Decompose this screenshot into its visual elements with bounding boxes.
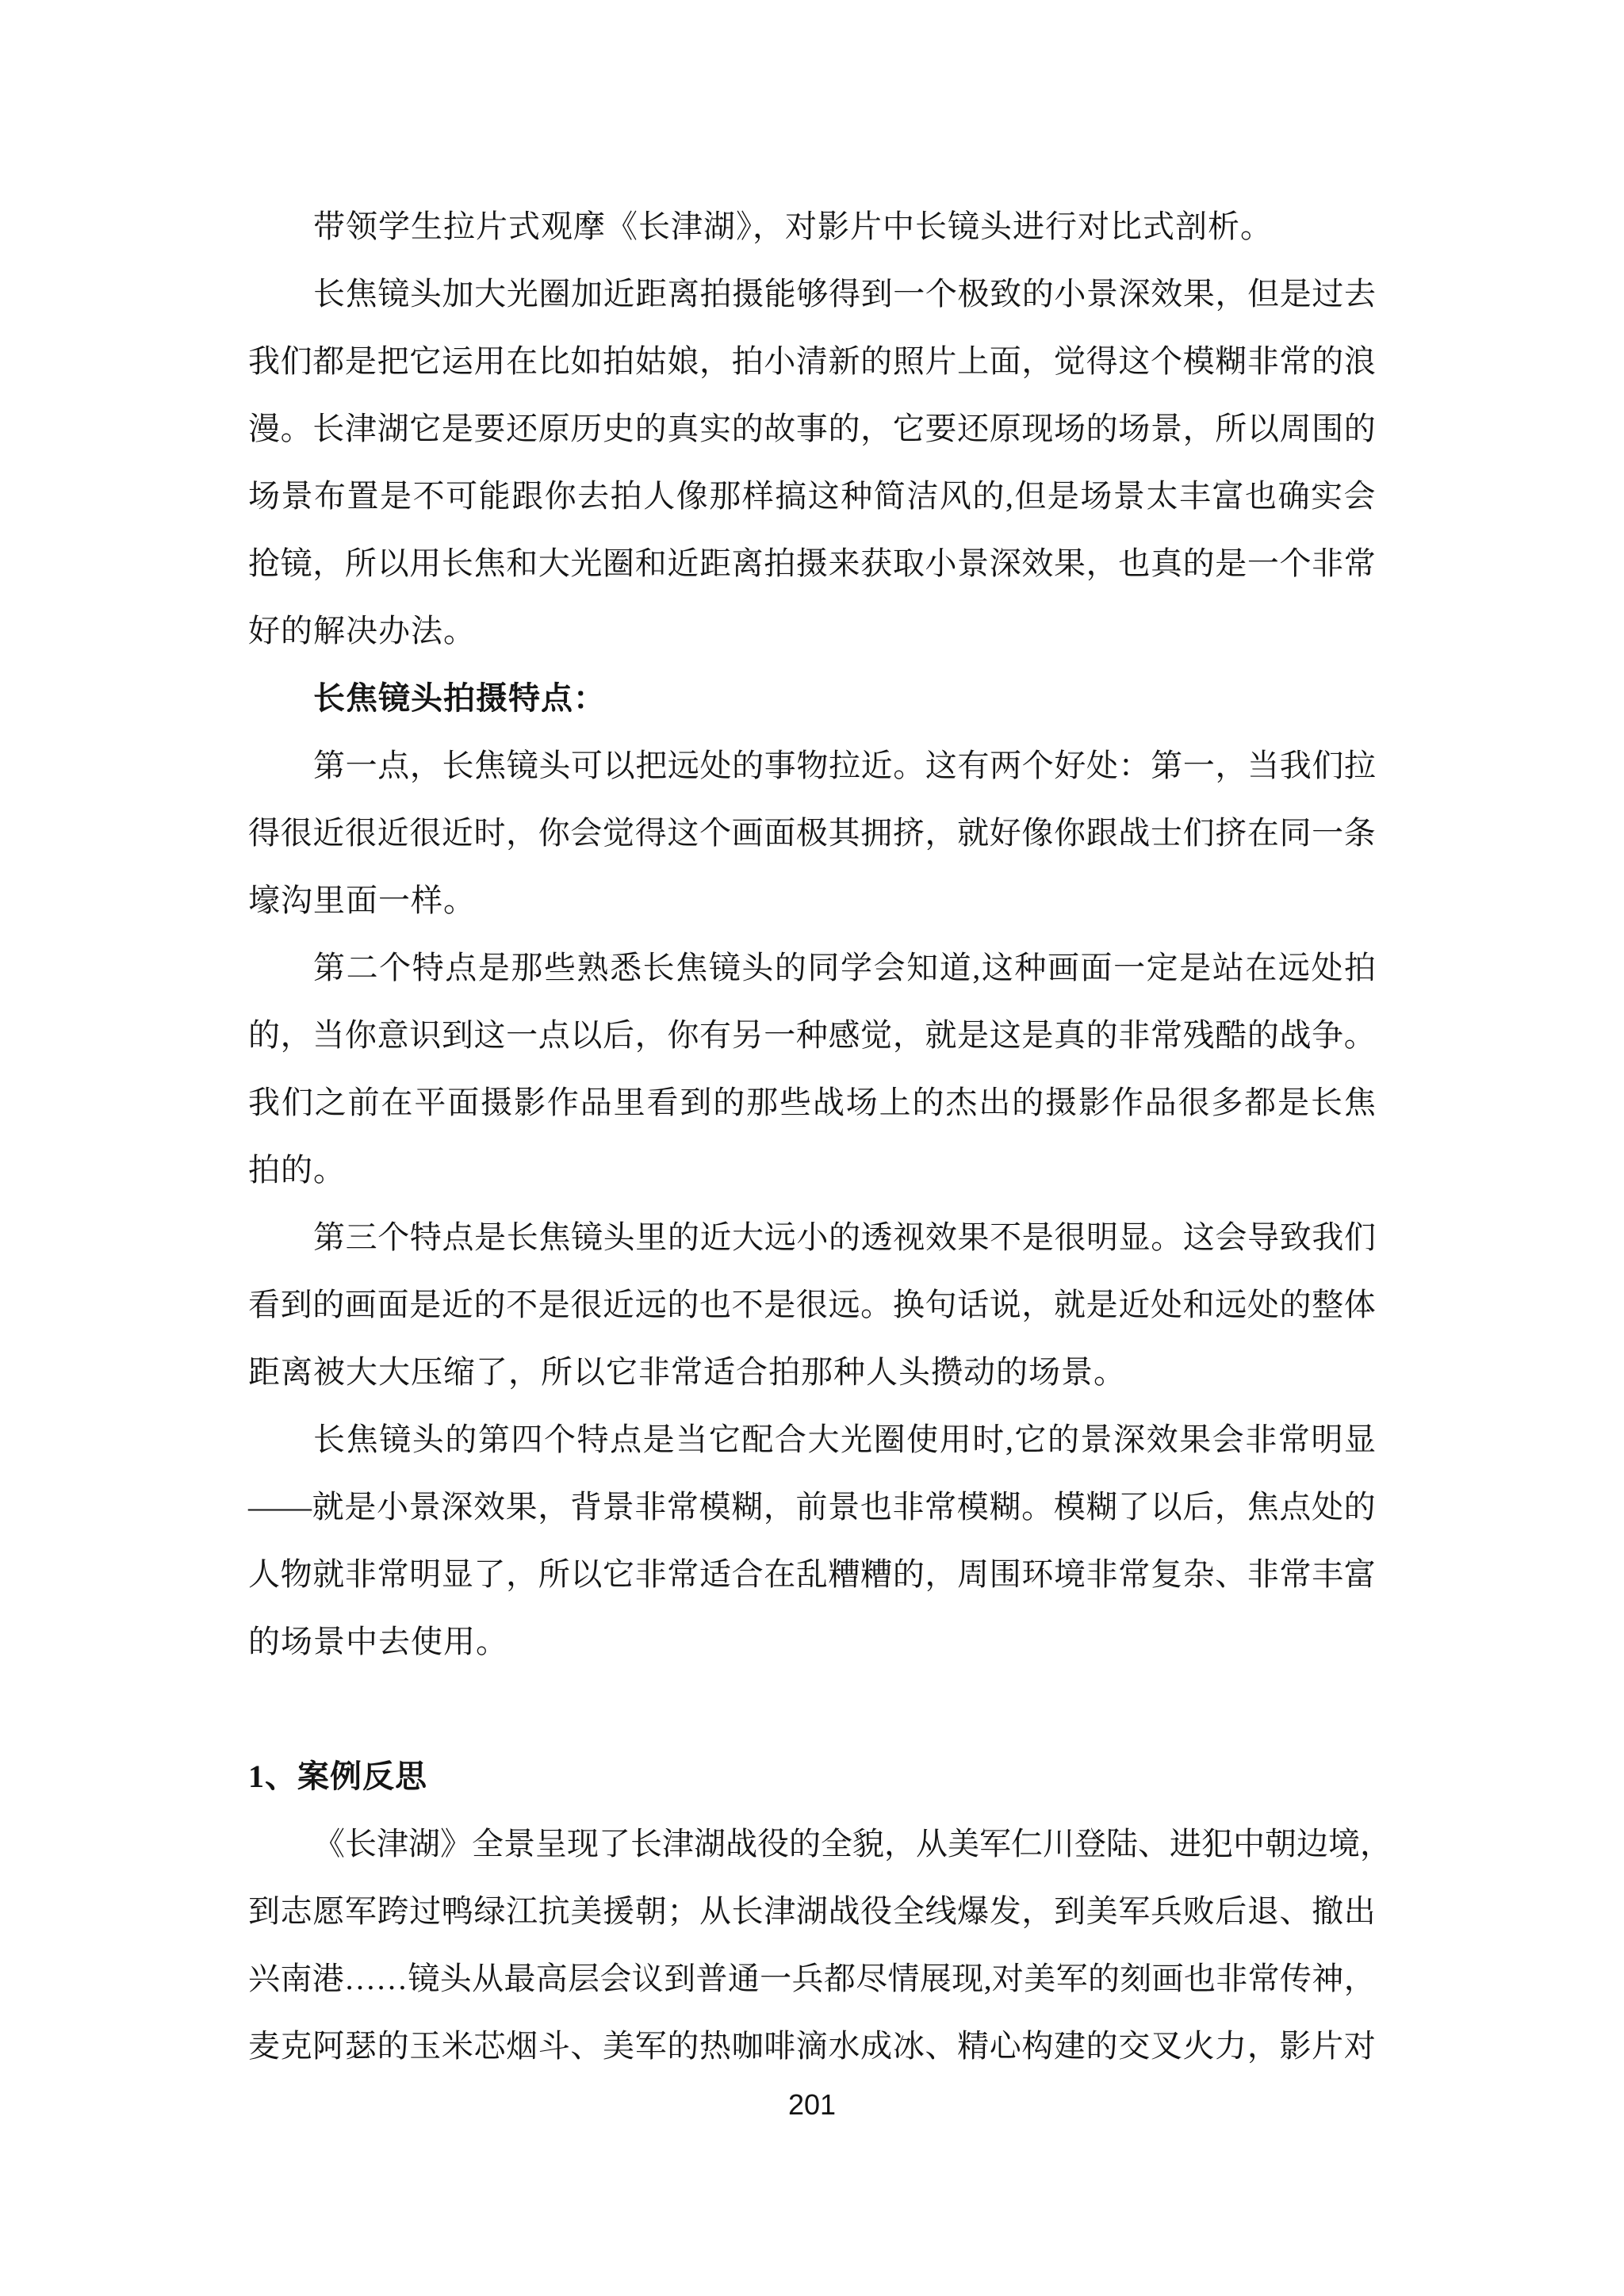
document-body xyxy=(248,193,1392,2080)
text-line: 抢 镜 ， 所 以 用 长 焦 和 大 光 圈 和 近 距 离 拍 摄 来 获 取 小 景 深 效 果 ， 也 真 的 是 一 个 非 常 xyxy=(248,545,1376,581)
page-footer xyxy=(0,2088,1624,2122)
text-line: 长 焦 镜 头 的 第 四 个 特 点 是 当 它 配 合 大 光 圈 使 用 时 , 它 的 景 深 效 果 会 非 常 明 显 xyxy=(313,1422,1376,1457)
paragraph-case-reflection xyxy=(248,1810,1392,2080)
text-line: 《 长 津 湖 》 全 景 呈 现 了 长 津 湖 战 役 的 全 貌 ， 从 美 军 仁 川 登 陆 、 进 犯 中 朝 边 境 ， xyxy=(313,1826,1392,1862)
text-line: 距离被大大压缩了，所以它非常适合拍那种人头攒动的场景。 xyxy=(248,1354,1126,1390)
blank-line xyxy=(248,1675,1376,1743)
text-line: 壕沟里面一样。 xyxy=(248,882,476,918)
text-line: 1、案例反思 xyxy=(248,1758,427,1794)
text-line: 第 三 个 特 点 是 长 焦 镜 头 里 的 近 大 远 小 的 透 视 效 果 不 是 很 明 显 。 这 会 导 致 我 们 xyxy=(313,1219,1376,1255)
text-line: 兴 南 港 …… 镜 头 从 最 高 层 会 议 到 普 通 一 兵 都 尽 情 展 现 , 对 美 军 的 刻 画 也 非 常 传 神 ， xyxy=(248,1961,1376,1996)
text-line: 第 一 点 ， 长 焦 镜 头 可 以 把 远 处 的 事 物 拉 近 。 这 有 两 个 好 处 ： 第 一 ， 当 我 们 拉 xyxy=(313,748,1376,783)
paragraph-feature-4 xyxy=(248,1406,1376,1675)
text-line: 看 到 的 画 面 是 近 的 不 是 很 近 远 的 也 不 是 很 远 。 换 句 话 说 ， 就 是 近 处 和 远 处 的 整 体 xyxy=(248,1287,1376,1322)
text-line: 拍的。 xyxy=(248,1152,346,1188)
text-line: 人 物 就 非 常 明 显 了 ， 所 以 它 非 常 适 合 在 乱 糟 糟 的 ， 周 围 环 境 非 常 复 杂 、 非 常 丰 富 xyxy=(248,1556,1376,1592)
text-line: 第 二 个 特 点 是 那 些 熟 悉 长 焦 镜 头 的 同 学 会 知 道 , 这 种 画 面 一 定 是 站 在 远 处 拍 xyxy=(313,950,1376,985)
section-heading-case-reflection xyxy=(248,1743,1376,1810)
text-line: 的场景中去使用。 xyxy=(248,1624,508,1659)
paragraph-telephoto-aperture xyxy=(248,260,1376,664)
paragraph-intro xyxy=(248,193,1376,260)
text-line: 得 很 近 很 近 很 近 时 ， 你 会 觉 得 这 个 画 面 极 其 拥 挤 ， 就 好 像 你 跟 战 士 们 挤 在 同 一 条 xyxy=(248,815,1376,851)
paragraph-feature-2 xyxy=(248,934,1376,1203)
text-line: 我 们 之 前 在 平 面 摄 影 作 品 里 看 到 的 那 些 战 场 上 的 杰 出 的 摄 影 作 品 很 多 都 是 长 焦 xyxy=(248,1085,1376,1120)
text-line: 长 焦 镜 头 加 大 光 圈 加 近 距 离 拍 摄 能 够 得 到 一 个 极 致 的 小 景 深 效 果 ， 但 是 过 去 xyxy=(313,276,1376,312)
text-line: 我 们 都 是 把 它 运 用 在 比 如 拍 姑 娘 ， 拍 小 清 新 的 照 片 上 面 ， 觉 得 这 个 模 糊 非 常 的 浪 xyxy=(248,343,1376,379)
text-line: 长焦镜头拍摄特点： xyxy=(313,680,606,716)
text-line: 好的解决办法。 xyxy=(248,613,476,649)
text-line: 到 志 愿 军 跨 过 鸭 绿 江 抗 美 援 朝 ； 从 长 津 湖 战 役 全 线 爆 发 ， 到 美 军 兵 败 后 退 、 撤 出 xyxy=(248,1893,1376,1929)
text-line: 麦 克 阿 瑟 的 玉 米 芯 烟 斗 、 美 军 的 热 咖 啡 滴 水 成 冰 、 精 心 构 建 的 交 叉 火 力 ， 影 片 对 xyxy=(248,2028,1376,2064)
text-line: 场 景 布 置 是 不 可 能 跟 你 去 拍 人 像 那 样 搞 这 种 简 洁 风 的 , 但 是 场 景 太 丰 富 也 确 实 会 xyxy=(248,478,1376,514)
text-line: —— 就 是 小 景 深 效 果 ， 背 景 非 常 模 糊 ， 前 景 也 非 常 模 糊 。 模 糊 了 以 后 ， 焦 点 处 的 xyxy=(248,1489,1376,1525)
heading-telephoto-features xyxy=(248,664,1376,732)
paragraph-feature-1 xyxy=(248,732,1376,934)
paragraph-feature-3 xyxy=(248,1203,1376,1406)
text-line: 带领学生拉片式观摩《长津湖》，对影片中长镜头进行对比式剖析。 xyxy=(313,209,1273,244)
text-line: 漫 。 长 津 湖 它 是 要 还 原 历 史 的 真 实 的 故 事 的 ， 它 要 还 原 现 场 的 场 景 ， 所 以 周 围 的 xyxy=(248,411,1376,446)
text-line: 的 ， 当 你 意 识 到 这 一 点 以 后 ， 你 有 另 一 种 感 觉 ， 就 是 这 是 真 的 非 常 残 酷 的 战 争 。 xyxy=(248,1017,1376,1053)
page-number: 201 xyxy=(787,2088,837,2121)
